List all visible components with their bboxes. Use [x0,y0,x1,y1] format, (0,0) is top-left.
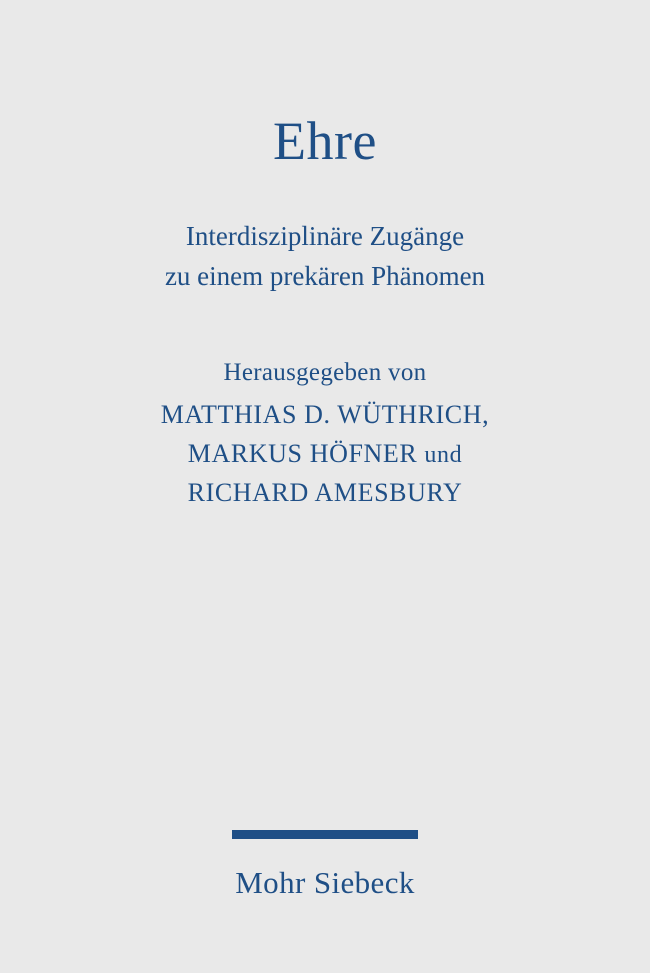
editors-intro: Herausgegeben von [223,358,427,386]
editor-name-2 [161,434,489,473]
subtitle-line-2: zu einem prekären Phänomen [164,260,486,291]
editor-name-3: RICHARD AMESBURY [187,478,463,508]
subtitle-line-1: Interdisziplinäre Zugänge [185,221,465,252]
editor-name-1: MATTHIAS D. WÜTHRICH, [160,400,490,430]
editors-block [161,354,489,513]
publisher-name: Mohr Siebeck [235,865,415,900]
editor-name-2-text: MARKUS HÖFNER [187,439,418,469]
editor-conjunction: und [424,442,463,469]
subtitle [165,217,485,295]
editors-names [161,395,489,512]
page-title: Ehre [273,111,377,171]
publisher-rule [232,830,418,839]
publisher-block [0,830,650,901]
